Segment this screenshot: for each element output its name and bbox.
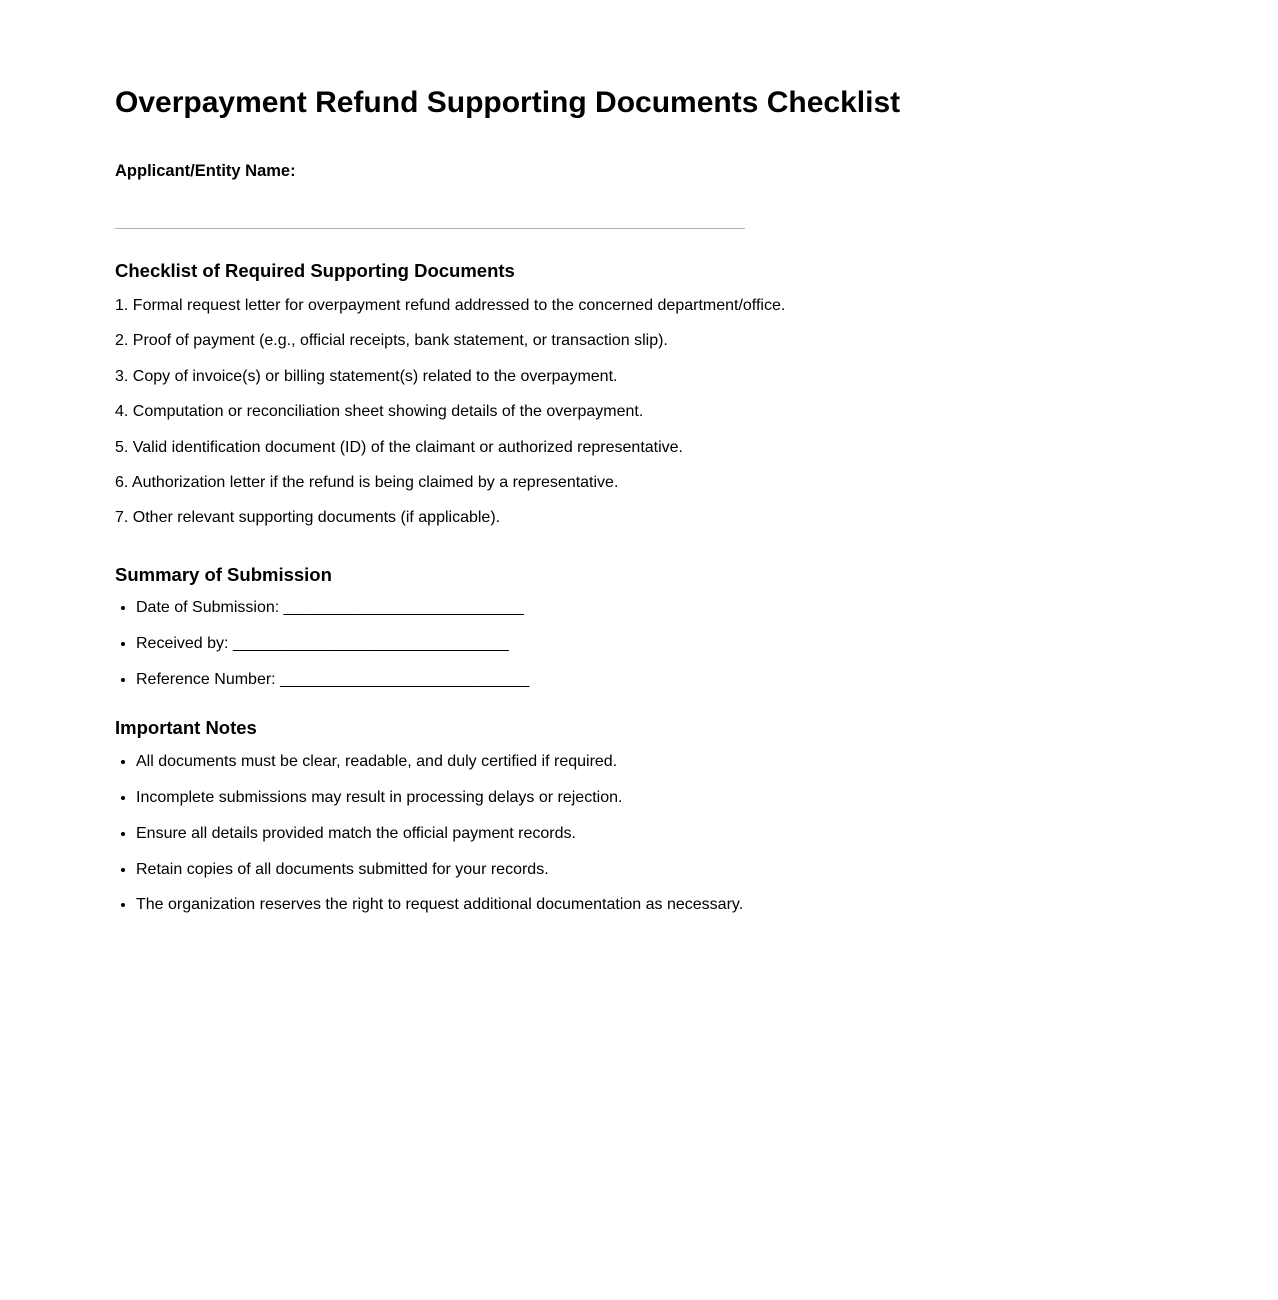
checklist-item-6: 6. Authorization letter if the refund is being claimed by a representative. [115,473,619,491]
note-item-4: • Retain copies of all documents submitted for your records. [136,861,1163,879]
note-item-5: • The organization reserves the right to request additional documentation as necessary. [136,896,1163,914]
notes-heading: Important Notes [115,717,257,739]
checklist-item-5: 5. Valid identification document (ID) of the claimant or authorized representative. [115,438,683,456]
checklist-item-4: 4. Computation or reconciliation sheet showing details of the overpayment. [115,403,644,421]
summary-item-received-by: • Received by: _______________________________ [136,635,1163,653]
divider-line [115,228,745,229]
summary-heading: Summary of Submission [115,563,332,585]
checklist-heading: Checklist of Required Supporting Documents [115,259,515,281]
checklist-item-3: 3. Copy of invoice(s) or billing statement(s) related to the overpayment. [115,367,618,385]
summary-list [115,599,1163,689]
checklist-item-1: 1. Formal request letter for overpayment refund addressed to the concerned department/office. [115,297,786,315]
checklist-item-2: 2. Proof of payment (e.g., official receipts, bank statement, or transaction slip). [115,332,668,350]
page-title: Overpayment Refund Supporting Documents Checklist [115,86,901,119]
notes-list [115,753,1163,915]
note-item-2: • Incomplete submissions may result in processing delays or rejection. [136,789,1163,807]
note-item-3: • Ensure all details provided match the official payment records. [136,825,1163,843]
summary-item-reference-number: • Reference Number: ____________________________ [136,671,1163,689]
note-item-1: • All documents must be clear, readable, and duly certified if required. [136,753,1163,771]
summary-item-date-of-submission: • Date of Submission: ___________________________ [136,599,1163,617]
applicant-entity-name-label: Applicant/Entity Name: [115,161,296,180]
checklist-item-7: 7. Other relevant supporting documents (if applicable). [115,509,501,527]
